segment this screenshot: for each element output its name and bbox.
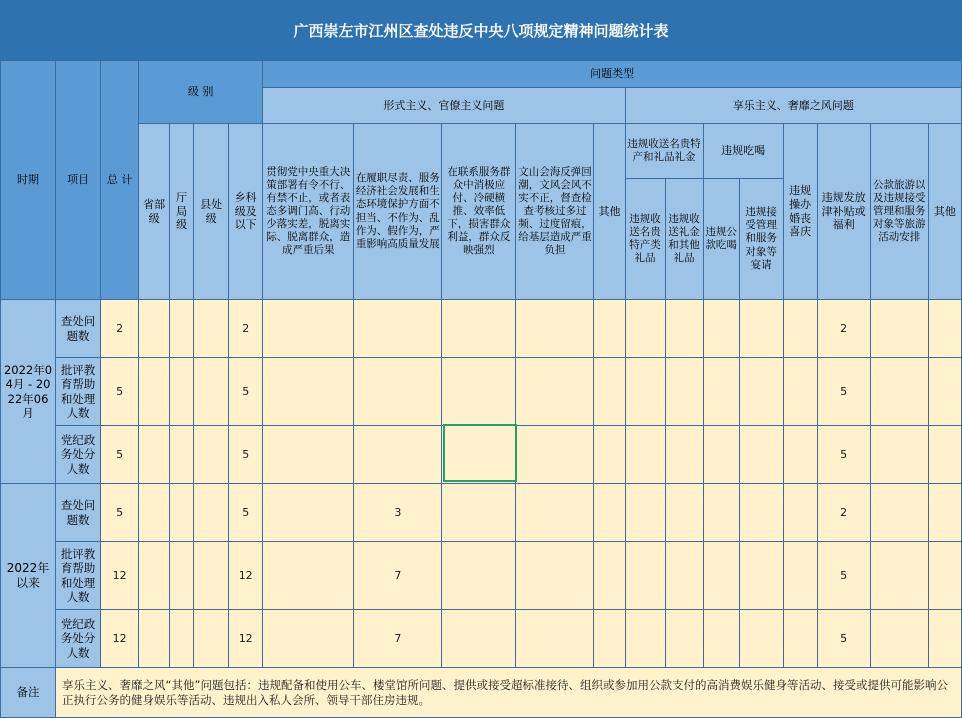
township-cell[interactable]: 12: [229, 542, 263, 610]
duty-cell[interactable]: [354, 358, 442, 426]
header-hedonism-other: 其他: [928, 124, 961, 300]
dining-public-cell[interactable]: [703, 610, 739, 668]
decision-cell[interactable]: [263, 300, 354, 358]
bureau-cell[interactable]: [170, 610, 194, 668]
duty-cell[interactable]: [354, 426, 442, 484]
dining-banquet-cell[interactable]: [739, 358, 783, 426]
hedonism-other-cell[interactable]: [928, 484, 961, 542]
province-cell[interactable]: [139, 300, 170, 358]
wedding-cell[interactable]: [783, 426, 817, 484]
header-period: 时期: [1, 61, 56, 300]
decision-cell[interactable]: [263, 426, 354, 484]
gift-specialty-cell[interactable]: [625, 542, 665, 610]
remark-row: [1, 668, 962, 718]
table-row: [1, 358, 962, 426]
header-dining-group: 违规吃喝: [703, 124, 783, 179]
dining-public-cell[interactable]: [703, 542, 739, 610]
hedonism-other-cell[interactable]: [928, 542, 961, 610]
table-row: [1, 300, 962, 358]
header-gift-specialty: 违规收送名贵特产类礼品: [625, 179, 665, 300]
statistics-table: [0, 60, 962, 718]
hedonism-other-cell[interactable]: [928, 610, 961, 668]
row-item: 批评教育帮助和处理人数: [56, 542, 101, 610]
header-dining-public: 违规公款吃喝: [703, 179, 739, 300]
township-cell[interactable]: 2: [229, 300, 263, 358]
row-item: 查处问题数: [56, 484, 101, 542]
header-travel: 公款旅游以及违规接受管理和服务对象等旅游活动安排: [870, 124, 928, 300]
gift-specialty-cell[interactable]: [625, 358, 665, 426]
header-gift-cash: 违规收送礼金和其他礼品: [665, 179, 703, 300]
table-row: [1, 610, 962, 668]
header-item: 项目: [56, 61, 101, 300]
township-cell[interactable]: 5: [229, 484, 263, 542]
meetings-cell[interactable]: [516, 426, 594, 484]
meetings-cell[interactable]: [516, 300, 594, 358]
subsidy-cell[interactable]: 5: [817, 542, 870, 610]
hedonism-other-cell[interactable]: [928, 426, 961, 484]
header-subsidy: 违规发放津补贴或福利: [817, 124, 870, 300]
meetings-cell[interactable]: [516, 542, 594, 610]
header-formalism-decision: 贯彻党中央重大决策部署有令不行、有禁不止，或者表态多调门高、行动少落实差，脱离实际、脱离群众，造成严重后果: [263, 124, 354, 300]
bureau-cell[interactable]: [170, 426, 194, 484]
service-cell[interactable]: [442, 358, 516, 426]
province-cell[interactable]: [139, 358, 170, 426]
header-wedding: 违规操办婚丧喜庆: [783, 124, 817, 300]
wedding-cell[interactable]: [783, 300, 817, 358]
county-cell[interactable]: [194, 542, 229, 610]
travel-cell[interactable]: [870, 426, 928, 484]
header-problem-type: 问题类型: [263, 61, 962, 88]
total-cell[interactable]: 12: [101, 610, 139, 668]
dining-banquet-cell[interactable]: [739, 542, 783, 610]
formalism-other-cell[interactable]: [594, 542, 625, 610]
total-cell[interactable]: 5: [101, 484, 139, 542]
dining-banquet-cell[interactable]: [739, 484, 783, 542]
province-cell[interactable]: [139, 610, 170, 668]
travel-cell[interactable]: [870, 542, 928, 610]
province-cell[interactable]: [139, 426, 170, 484]
header-dining-banquet: 违规接受管理和服务对象等宴请: [739, 179, 783, 300]
county-cell[interactable]: [194, 484, 229, 542]
township-cell[interactable]: 5: [229, 358, 263, 426]
travel-cell[interactable]: [870, 358, 928, 426]
meetings-cell[interactable]: [516, 484, 594, 542]
formalism-other-cell[interactable]: [594, 300, 625, 358]
wedding-cell[interactable]: [783, 610, 817, 668]
bureau-cell[interactable]: [170, 300, 194, 358]
gift-specialty-cell[interactable]: [625, 484, 665, 542]
header-formalism-meetings: 文山会海反弹回潮，文风会风不实不正，督查检查考核过多过频、过度留痕，给基层造成严重负担: [516, 124, 594, 300]
duty-cell[interactable]: 3: [354, 484, 442, 542]
wedding-cell[interactable]: [783, 358, 817, 426]
row-item: 党纪政务处分人数: [56, 426, 101, 484]
total-cell[interactable]: 5: [101, 426, 139, 484]
gift-specialty-cell[interactable]: [625, 426, 665, 484]
row-item: 查处问题数: [56, 300, 101, 358]
bureau-cell[interactable]: [170, 484, 194, 542]
dining-public-cell[interactable]: [703, 358, 739, 426]
header-total: 总 计: [101, 61, 139, 300]
header-gift-group: 违规收送名贵特产和礼品礼金: [625, 124, 703, 179]
total-cell[interactable]: 12: [101, 542, 139, 610]
service-cell[interactable]: [442, 610, 516, 668]
bureau-cell[interactable]: [170, 358, 194, 426]
dining-public-cell[interactable]: [703, 300, 739, 358]
duty-cell[interactable]: 7: [354, 542, 442, 610]
decision-cell[interactable]: [263, 610, 354, 668]
subsidy-cell[interactable]: 2: [817, 300, 870, 358]
meetings-cell[interactable]: [516, 610, 594, 668]
hedonism-other-cell[interactable]: [928, 358, 961, 426]
table-row: [1, 542, 962, 610]
dining-banquet-cell[interactable]: [739, 300, 783, 358]
service-cell[interactable]: [442, 542, 516, 610]
header-formalism-duty: 在履职尽责、服务经济社会发展和生态环境保护方面不担当、不作为、乱作为、假作为，严重影响高质量发展: [354, 124, 442, 300]
row-item: 党纪政务处分人数: [56, 610, 101, 668]
row-item: 批评教育帮助和处理人数: [56, 358, 101, 426]
header-level: 级 别: [139, 61, 263, 124]
header-formalism-other: 其他: [594, 124, 625, 300]
subsidy-cell[interactable]: 5: [817, 358, 870, 426]
header-level-province: 省部级: [139, 124, 170, 300]
province-cell[interactable]: [139, 542, 170, 610]
dining-public-cell[interactable]: [703, 426, 739, 484]
gift-cash-cell[interactable]: [665, 426, 703, 484]
total-cell[interactable]: 2: [101, 300, 139, 358]
total-cell[interactable]: 5: [101, 358, 139, 426]
remark-label: 备注: [1, 668, 56, 718]
table-row: [1, 484, 962, 542]
dining-public-cell[interactable]: [703, 484, 739, 542]
service-cell[interactable]: [442, 484, 516, 542]
travel-cell[interactable]: [870, 610, 928, 668]
remark-text[interactable]: 享乐主义、奢靡之风“其他”问题包括：违规配备和使用公车、楼堂馆所问题、提供或接受超标准接待、组织或参加用公款支付的高消费娱乐健身等活动、接受或提供可能影响公正执行公务的健身娱乐等活动、违规出入私人会所、领导干部住房违规。: [56, 668, 962, 718]
gift-specialty-cell[interactable]: [625, 300, 665, 358]
formalism-other-cell[interactable]: [594, 610, 625, 668]
header-formalism-service: 在联系服务群众中消极应付、冷硬横推、效率低下，损害群众利益，群众反映强烈: [442, 124, 516, 300]
wedding-cell[interactable]: [783, 542, 817, 610]
county-cell[interactable]: [194, 426, 229, 484]
gift-cash-cell[interactable]: [665, 610, 703, 668]
gift-cash-cell[interactable]: [665, 542, 703, 610]
decision-cell[interactable]: [263, 358, 354, 426]
township-cell[interactable]: 5: [229, 426, 263, 484]
service-cell[interactable]: [442, 426, 516, 484]
bureau-cell[interactable]: [170, 542, 194, 610]
header-formalism: 形式主义、官僚主义问题: [263, 88, 625, 124]
travel-cell[interactable]: [870, 484, 928, 542]
county-cell[interactable]: [194, 358, 229, 426]
table-row: [1, 426, 962, 484]
dining-banquet-cell[interactable]: [739, 610, 783, 668]
travel-cell[interactable]: [870, 300, 928, 358]
hedonism-other-cell[interactable]: [928, 300, 961, 358]
county-cell[interactable]: [194, 610, 229, 668]
subsidy-cell[interactable]: 5: [817, 426, 870, 484]
duty-cell[interactable]: [354, 300, 442, 358]
county-cell[interactable]: [194, 300, 229, 358]
dining-banquet-cell[interactable]: [739, 426, 783, 484]
formalism-other-cell[interactable]: [594, 484, 625, 542]
header-level-bureau: 厅局级: [170, 124, 194, 300]
period-label: 2022年以来: [1, 484, 56, 668]
period-label: 2022年04月 - 2022年06月: [1, 300, 56, 484]
subsidy-cell[interactable]: 2: [817, 484, 870, 542]
subsidy-cell[interactable]: 5: [817, 610, 870, 668]
formalism-other-cell[interactable]: [594, 426, 625, 484]
province-cell[interactable]: [139, 484, 170, 542]
header-level-township: 乡科级及以下: [229, 124, 263, 300]
table-title: 广西崇左市江州区查处违反中央八项规定精神问题统计表: [0, 0, 962, 61]
gift-cash-cell[interactable]: [665, 358, 703, 426]
gift-cash-cell[interactable]: [665, 300, 703, 358]
wedding-cell[interactable]: [783, 484, 817, 542]
header-hedonism: 享乐主义、奢靡之风问题: [625, 88, 962, 124]
gift-cash-cell[interactable]: [665, 484, 703, 542]
service-cell[interactable]: [442, 300, 516, 358]
formalism-other-cell[interactable]: [594, 358, 625, 426]
decision-cell[interactable]: [263, 484, 354, 542]
township-cell[interactable]: 12: [229, 610, 263, 668]
decision-cell[interactable]: [263, 542, 354, 610]
duty-cell[interactable]: 7: [354, 610, 442, 668]
gift-specialty-cell[interactable]: [625, 610, 665, 668]
header-level-county: 县处级: [194, 124, 229, 300]
meetings-cell[interactable]: [516, 358, 594, 426]
